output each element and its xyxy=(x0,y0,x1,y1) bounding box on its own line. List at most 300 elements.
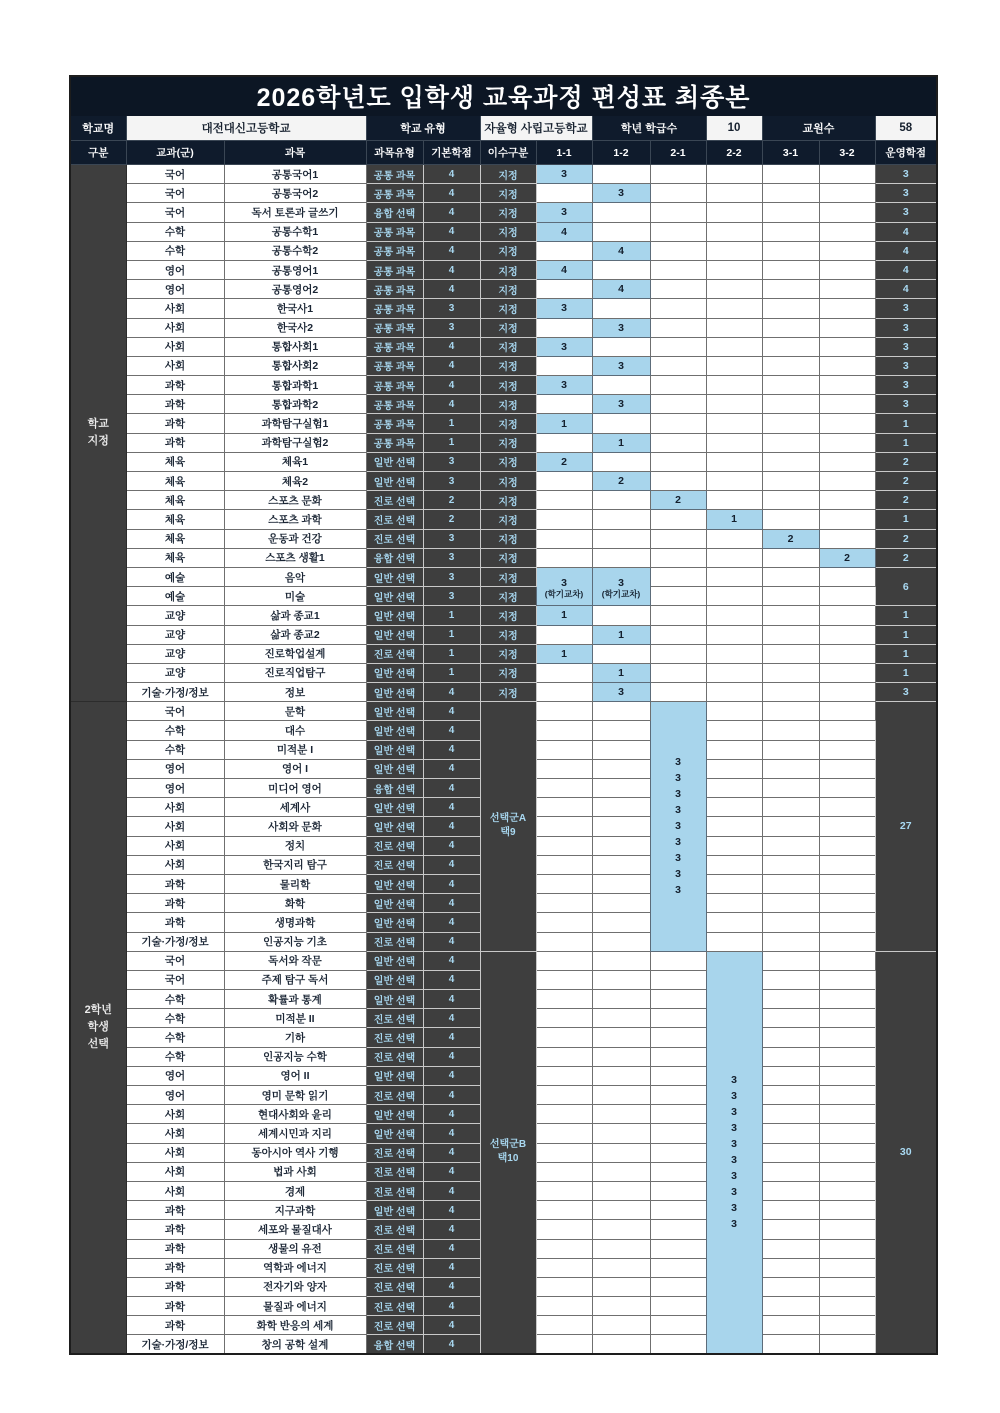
course-cell: 생명과학 xyxy=(224,913,366,932)
semester-cell xyxy=(762,855,819,874)
semester-cell: 2 xyxy=(819,548,875,567)
semester-cell: 3 xyxy=(592,683,650,702)
table-row xyxy=(70,567,937,586)
course-cell: 스포츠 과학 xyxy=(224,510,366,529)
credits-cell: 2 xyxy=(423,491,480,510)
subject-cell: 과학 xyxy=(126,1239,224,1258)
course-type-cell: 공통 과목 xyxy=(366,222,423,241)
credits-cell: 3 xyxy=(423,548,480,567)
operating-credits-cell: 3 xyxy=(875,356,937,375)
semester-cell xyxy=(762,567,819,586)
credits-cell: 4 xyxy=(423,1124,480,1143)
semester-cell: 1 xyxy=(706,510,762,529)
row-group-label-line: 학교 xyxy=(87,418,109,431)
table-header xyxy=(70,76,937,165)
semester-cell xyxy=(536,1124,592,1143)
course-type-cell: 일반 선택 xyxy=(366,1066,423,1085)
semester-cell xyxy=(592,817,650,836)
semester-cell xyxy=(592,1105,650,1124)
semester-value: 3 xyxy=(731,1106,737,1119)
semester-cell xyxy=(650,970,706,989)
course-cell: 한국사1 xyxy=(224,299,366,318)
semester-cell xyxy=(536,529,592,548)
subject-cell: 과학 xyxy=(126,1201,224,1220)
subject-cell: 국어 xyxy=(126,702,224,721)
semester-value: 3 xyxy=(675,820,681,833)
course-cell: 체육2 xyxy=(224,472,366,491)
designation-cell: 지정 xyxy=(480,395,536,414)
table-row xyxy=(70,184,937,203)
semester-cell xyxy=(650,356,706,375)
credits-cell: 4 xyxy=(423,1009,480,1028)
course-type-cell: 진로 선택 xyxy=(366,1047,423,1066)
semester-cell xyxy=(819,625,875,644)
semester-cell xyxy=(819,1316,875,1335)
semester-cell xyxy=(592,165,650,184)
semester-cell xyxy=(592,1335,650,1354)
designation-cell: 지정 xyxy=(480,318,536,337)
semester-cell xyxy=(592,970,650,989)
table-row xyxy=(70,318,937,337)
semester-cell xyxy=(592,1047,650,1066)
course-type-cell: 공통 과목 xyxy=(366,165,423,184)
semester-cell xyxy=(706,683,762,702)
course-cell: 공통수학1 xyxy=(224,222,366,241)
semester-cell xyxy=(650,1316,706,1335)
subject-cell: 영어 xyxy=(126,759,224,778)
semester-cell xyxy=(819,1124,875,1143)
operating-credits-cell: 2 xyxy=(875,548,937,567)
semester-cell xyxy=(819,1028,875,1047)
course-type-cell: 공통 과목 xyxy=(366,241,423,260)
semester-cell xyxy=(650,1181,706,1200)
designation-cell: 지정 xyxy=(480,241,536,260)
subject-cell: 수학 xyxy=(126,1047,224,1066)
course-cell: 법과 사회 xyxy=(224,1162,366,1181)
semester-cell xyxy=(762,913,819,932)
semester-cell xyxy=(536,548,592,567)
credits-cell: 4 xyxy=(423,702,480,721)
credits-cell: 4 xyxy=(423,1220,480,1239)
semester-cell xyxy=(706,222,762,241)
semester-value: 3 xyxy=(731,1154,737,1167)
subject-cell: 사회 xyxy=(126,817,224,836)
semester-cell xyxy=(762,1181,819,1200)
semester-cell xyxy=(650,395,706,414)
course-cell: 미디어 영어 xyxy=(224,779,366,798)
credits-cell: 4 xyxy=(423,759,480,778)
semester-cell xyxy=(762,932,819,951)
course-type-cell: 일반 선택 xyxy=(366,990,423,1009)
operating-credits-cell: 1 xyxy=(875,663,937,682)
semester-cell xyxy=(650,1239,706,1258)
credits-cell: 4 xyxy=(423,1277,480,1296)
operating-credits-cell: 1 xyxy=(875,644,937,663)
course-cell: 세계사 xyxy=(224,798,366,817)
subject-cell: 과학 xyxy=(126,414,224,433)
credits-cell: 4 xyxy=(423,1181,480,1200)
course-type-cell: 일반 선택 xyxy=(366,798,423,817)
subject-cell: 예술 xyxy=(126,587,224,606)
school-type-label: 학교 유형 xyxy=(366,116,480,141)
semester-cell: 1 xyxy=(536,644,592,663)
course-type-cell: 공통 과목 xyxy=(366,260,423,279)
semester-cell xyxy=(762,663,819,682)
table-row xyxy=(70,337,937,356)
table-row xyxy=(70,433,937,452)
course-type-cell: 진로 선택 xyxy=(366,836,423,855)
semester-cell xyxy=(706,702,762,721)
semester-cell xyxy=(592,1239,650,1258)
course-type-cell: 진로 선택 xyxy=(366,1086,423,1105)
credits-cell: 4 xyxy=(423,184,480,203)
semester-cell: 2 xyxy=(592,472,650,491)
subject-cell: 국어 xyxy=(126,970,224,989)
table-row xyxy=(70,376,937,395)
subject-cell: 사회 xyxy=(126,1105,224,1124)
course-cell: 미적분 I xyxy=(224,740,366,759)
course-cell: 전자기와 양자 xyxy=(224,1277,366,1296)
semester-cell xyxy=(592,990,650,1009)
course-type-cell: 일반 선택 xyxy=(366,951,423,970)
semester-cell xyxy=(592,452,650,471)
designation-cell: 지정 xyxy=(480,299,536,318)
semester-cell xyxy=(762,798,819,817)
subject-cell: 수학 xyxy=(126,222,224,241)
classes-label: 학년 학급수 xyxy=(592,116,706,141)
semester-cell xyxy=(592,1086,650,1105)
row-group-label-line: 지정 xyxy=(87,435,109,448)
credits-cell: 4 xyxy=(423,1335,480,1354)
course-cell: 역학과 에너지 xyxy=(224,1258,366,1277)
semester-cell xyxy=(536,1220,592,1239)
column-header: 2-1 xyxy=(650,141,706,165)
semester-cell xyxy=(762,433,819,452)
subject-cell: 국어 xyxy=(126,184,224,203)
semester-cell xyxy=(819,663,875,682)
semester-cell xyxy=(650,1124,706,1143)
semester-cell xyxy=(592,606,650,625)
course-cell: 스포츠 문화 xyxy=(224,491,366,510)
semester-cell xyxy=(819,184,875,203)
semester-cell xyxy=(592,1009,650,1028)
credits-cell: 4 xyxy=(423,721,480,740)
semester-cell xyxy=(592,299,650,318)
course-cell: 사회와 문화 xyxy=(224,817,366,836)
semester-cell xyxy=(819,299,875,318)
semester-cell xyxy=(706,625,762,644)
subject-cell: 과학 xyxy=(126,894,224,913)
semester-cell xyxy=(819,241,875,260)
semester-cell xyxy=(762,1143,819,1162)
semester-cell xyxy=(762,1066,819,1085)
designation-cell: 지정 xyxy=(480,472,536,491)
semester-cell xyxy=(819,1258,875,1277)
semester-value: 3 xyxy=(731,1218,737,1231)
semester-cell xyxy=(819,1105,875,1124)
semester-cell xyxy=(536,721,592,740)
semester-cell xyxy=(762,779,819,798)
course-type-cell: 진로 선택 xyxy=(366,1162,423,1181)
semester-cell xyxy=(819,874,875,893)
table-row xyxy=(70,587,937,606)
column-header: 1-2 xyxy=(592,141,650,165)
credits-cell: 1 xyxy=(423,663,480,682)
semester-cell xyxy=(536,894,592,913)
course-cell: 경제 xyxy=(224,1181,366,1200)
semester-cell xyxy=(536,683,592,702)
semester-cell xyxy=(650,567,706,586)
table-row xyxy=(70,241,937,260)
semester-cell xyxy=(762,241,819,260)
elective-group-line: 택10 xyxy=(497,1153,519,1165)
course-cell: 기하 xyxy=(224,1028,366,1047)
semester-cell xyxy=(706,548,762,567)
semester-cell xyxy=(536,1105,592,1124)
semester-cell xyxy=(536,1143,592,1162)
credits-cell: 4 xyxy=(423,817,480,836)
semester-cell xyxy=(819,1066,875,1085)
subject-cell: 영어 xyxy=(126,260,224,279)
course-type-cell: 진로 선택 xyxy=(366,1220,423,1239)
semester-cell xyxy=(650,1258,706,1277)
semester-cell xyxy=(536,1066,592,1085)
course-cell: 물질과 에너지 xyxy=(224,1297,366,1316)
course-type-cell: 공통 과목 xyxy=(366,318,423,337)
semester-cell xyxy=(650,683,706,702)
semester-cell xyxy=(650,1047,706,1066)
semester-cell xyxy=(762,1162,819,1181)
semester-cell xyxy=(762,951,819,970)
semester-cell xyxy=(819,1181,875,1200)
operating-credits-cell: 1 xyxy=(875,510,937,529)
semester-cell xyxy=(536,913,592,932)
semester-cell xyxy=(762,1086,819,1105)
semester-cell xyxy=(650,1086,706,1105)
semester-cell xyxy=(592,337,650,356)
course-type-cell: 일반 선택 xyxy=(366,702,423,721)
course-type-cell: 일반 선택 xyxy=(366,759,423,778)
semester-cell xyxy=(819,702,875,721)
semester-cell xyxy=(536,491,592,510)
credits-cell: 1 xyxy=(423,433,480,452)
semester-cell xyxy=(819,1220,875,1239)
school-name-label: 학교명 xyxy=(70,116,126,141)
semester-value: 3 xyxy=(675,852,681,865)
semester-cell: 1 xyxy=(592,663,650,682)
column-header: 2-2 xyxy=(706,141,762,165)
semester-cell xyxy=(536,1258,592,1277)
semester-cell xyxy=(536,663,592,682)
designation-cell: 지정 xyxy=(480,529,536,548)
semester-cell xyxy=(706,165,762,184)
semester-cell xyxy=(819,644,875,663)
subject-cell: 과학 xyxy=(126,913,224,932)
semester-cell xyxy=(592,836,650,855)
course-cell: 세포와 물질대사 xyxy=(224,1220,366,1239)
semester-value: 3 xyxy=(675,868,681,881)
credits-cell: 4 xyxy=(423,798,480,817)
credits-cell: 4 xyxy=(423,836,480,855)
credits-cell: 3 xyxy=(423,587,480,606)
semester-cell xyxy=(650,587,706,606)
course-type-cell: 진로 선택 xyxy=(366,1239,423,1258)
credits-cell: 4 xyxy=(423,260,480,279)
semester-cell xyxy=(536,1162,592,1181)
semester-cell xyxy=(819,356,875,375)
course-cell: 공통수학2 xyxy=(224,241,366,260)
table-row xyxy=(70,395,937,414)
table-row xyxy=(70,529,937,548)
semester-cell xyxy=(762,894,819,913)
subject-cell: 과학 xyxy=(126,874,224,893)
designation-cell: 지정 xyxy=(480,203,536,222)
semester-cell xyxy=(536,932,592,951)
operating-credits-cell: 1 xyxy=(875,625,937,644)
course-type-cell: 일반 선택 xyxy=(366,721,423,740)
course-type-cell: 융합 선택 xyxy=(366,548,423,567)
semester-cell xyxy=(819,567,875,586)
semester-cell xyxy=(819,951,875,970)
semester-cell: 3 xyxy=(536,376,592,395)
semester-cell xyxy=(819,932,875,951)
semester-cell xyxy=(650,222,706,241)
credits-cell: 4 xyxy=(423,894,480,913)
course-type-cell: 일반 선택 xyxy=(366,970,423,989)
semester-value: 3 xyxy=(561,576,567,589)
subject-cell: 체육 xyxy=(126,548,224,567)
table-row xyxy=(70,414,937,433)
semester-merged-cell xyxy=(650,702,706,951)
course-cell: 통합과학1 xyxy=(224,376,366,395)
semester-cell: 1 xyxy=(592,433,650,452)
semester-cell: 1 xyxy=(536,414,592,433)
semester-cell xyxy=(650,990,706,1009)
course-type-cell: 일반 선택 xyxy=(366,625,423,644)
semester-cell xyxy=(592,414,650,433)
semester-value: 3 xyxy=(731,1090,737,1103)
semester-cell xyxy=(819,1047,875,1066)
semester-cell xyxy=(536,1335,592,1354)
course-type-cell: 융합 선택 xyxy=(366,1335,423,1354)
semester-cell: 3 xyxy=(536,299,592,318)
semester-cell xyxy=(536,472,592,491)
semester-cell xyxy=(536,356,592,375)
operating-credits-cell: 3 xyxy=(875,318,937,337)
semester-cell xyxy=(650,606,706,625)
semester-value: 3 xyxy=(731,1138,737,1151)
semester-cell xyxy=(762,970,819,989)
course-type-cell: 진로 선택 xyxy=(366,932,423,951)
designation-cell: 지정 xyxy=(480,414,536,433)
semester-cell xyxy=(706,433,762,452)
course-cell: 운동과 건강 xyxy=(224,529,366,548)
semester-cell xyxy=(762,1124,819,1143)
credits-cell: 1 xyxy=(423,414,480,433)
course-cell: 미적분 II xyxy=(224,1009,366,1028)
designation-cell: 지정 xyxy=(480,683,536,702)
credits-cell: 4 xyxy=(423,683,480,702)
semester-cell xyxy=(706,779,762,798)
elective-group-line: 택9 xyxy=(500,827,516,839)
semester-cell xyxy=(536,625,592,644)
semester-cell xyxy=(592,721,650,740)
course-type-cell: 진로 선택 xyxy=(366,644,423,663)
subject-cell: 과학 xyxy=(126,433,224,452)
curriculum-table xyxy=(69,75,938,1355)
subject-cell: 과학 xyxy=(126,376,224,395)
designation-cell: 지정 xyxy=(480,337,536,356)
semester-cell xyxy=(592,932,650,951)
row-group-label-line: 학생 xyxy=(87,1021,109,1034)
course-type-cell: 일반 선택 xyxy=(366,587,423,606)
course-cell: 공통영어1 xyxy=(224,260,366,279)
table-row xyxy=(70,280,937,299)
designation-cell: 지정 xyxy=(480,587,536,606)
course-cell: 생물의 유전 xyxy=(224,1239,366,1258)
course-type-cell: 공통 과목 xyxy=(366,337,423,356)
semester-cell xyxy=(706,241,762,260)
designation-cell: 지정 xyxy=(480,510,536,529)
subject-cell: 영어 xyxy=(126,1086,224,1105)
credits-cell: 3 xyxy=(423,472,480,491)
designation-cell: 지정 xyxy=(480,165,536,184)
semester-cell xyxy=(819,1277,875,1296)
credits-cell: 4 xyxy=(423,241,480,260)
semester-cell xyxy=(762,299,819,318)
semester-cell xyxy=(650,1220,706,1239)
semester-cell xyxy=(650,241,706,260)
page-title: 2026학년도 입학생 교육과정 편성표 최종본 xyxy=(70,76,937,116)
semester-cell xyxy=(706,855,762,874)
designation-cell: 지정 xyxy=(480,491,536,510)
course-type-cell: 공통 과목 xyxy=(366,356,423,375)
operating-credits-cell: 2 xyxy=(875,529,937,548)
semester-cell xyxy=(650,318,706,337)
subject-cell: 체육 xyxy=(126,491,224,510)
semester-cell xyxy=(819,165,875,184)
subject-cell: 과학 xyxy=(126,1258,224,1277)
semester-cell xyxy=(650,376,706,395)
credits-cell: 4 xyxy=(423,1028,480,1047)
semester-cell xyxy=(592,779,650,798)
semester-cell xyxy=(592,740,650,759)
semester-cell xyxy=(706,874,762,893)
semester-cell xyxy=(819,395,875,414)
semester-cell xyxy=(706,836,762,855)
semester-cell xyxy=(706,721,762,740)
semester-cell xyxy=(592,491,650,510)
course-type-cell: 일반 선택 xyxy=(366,740,423,759)
operating-credits-cell: 4 xyxy=(875,222,937,241)
subject-cell: 사회 xyxy=(126,318,224,337)
subject-cell: 체육 xyxy=(126,452,224,471)
semester-cell xyxy=(706,337,762,356)
semester-cell xyxy=(706,318,762,337)
course-type-cell: 진로 선택 xyxy=(366,1277,423,1296)
semester-cell xyxy=(650,548,706,567)
semester-cell xyxy=(819,203,875,222)
semester-cell xyxy=(819,779,875,798)
semester-cell xyxy=(762,203,819,222)
semester-cell xyxy=(536,184,592,203)
semester-note: (학기교차) xyxy=(601,588,641,599)
course-cell: 미술 xyxy=(224,587,366,606)
semester-cell xyxy=(819,414,875,433)
subject-cell: 사회 xyxy=(126,299,224,318)
semester-cell xyxy=(592,529,650,548)
semester-cell xyxy=(536,702,592,721)
